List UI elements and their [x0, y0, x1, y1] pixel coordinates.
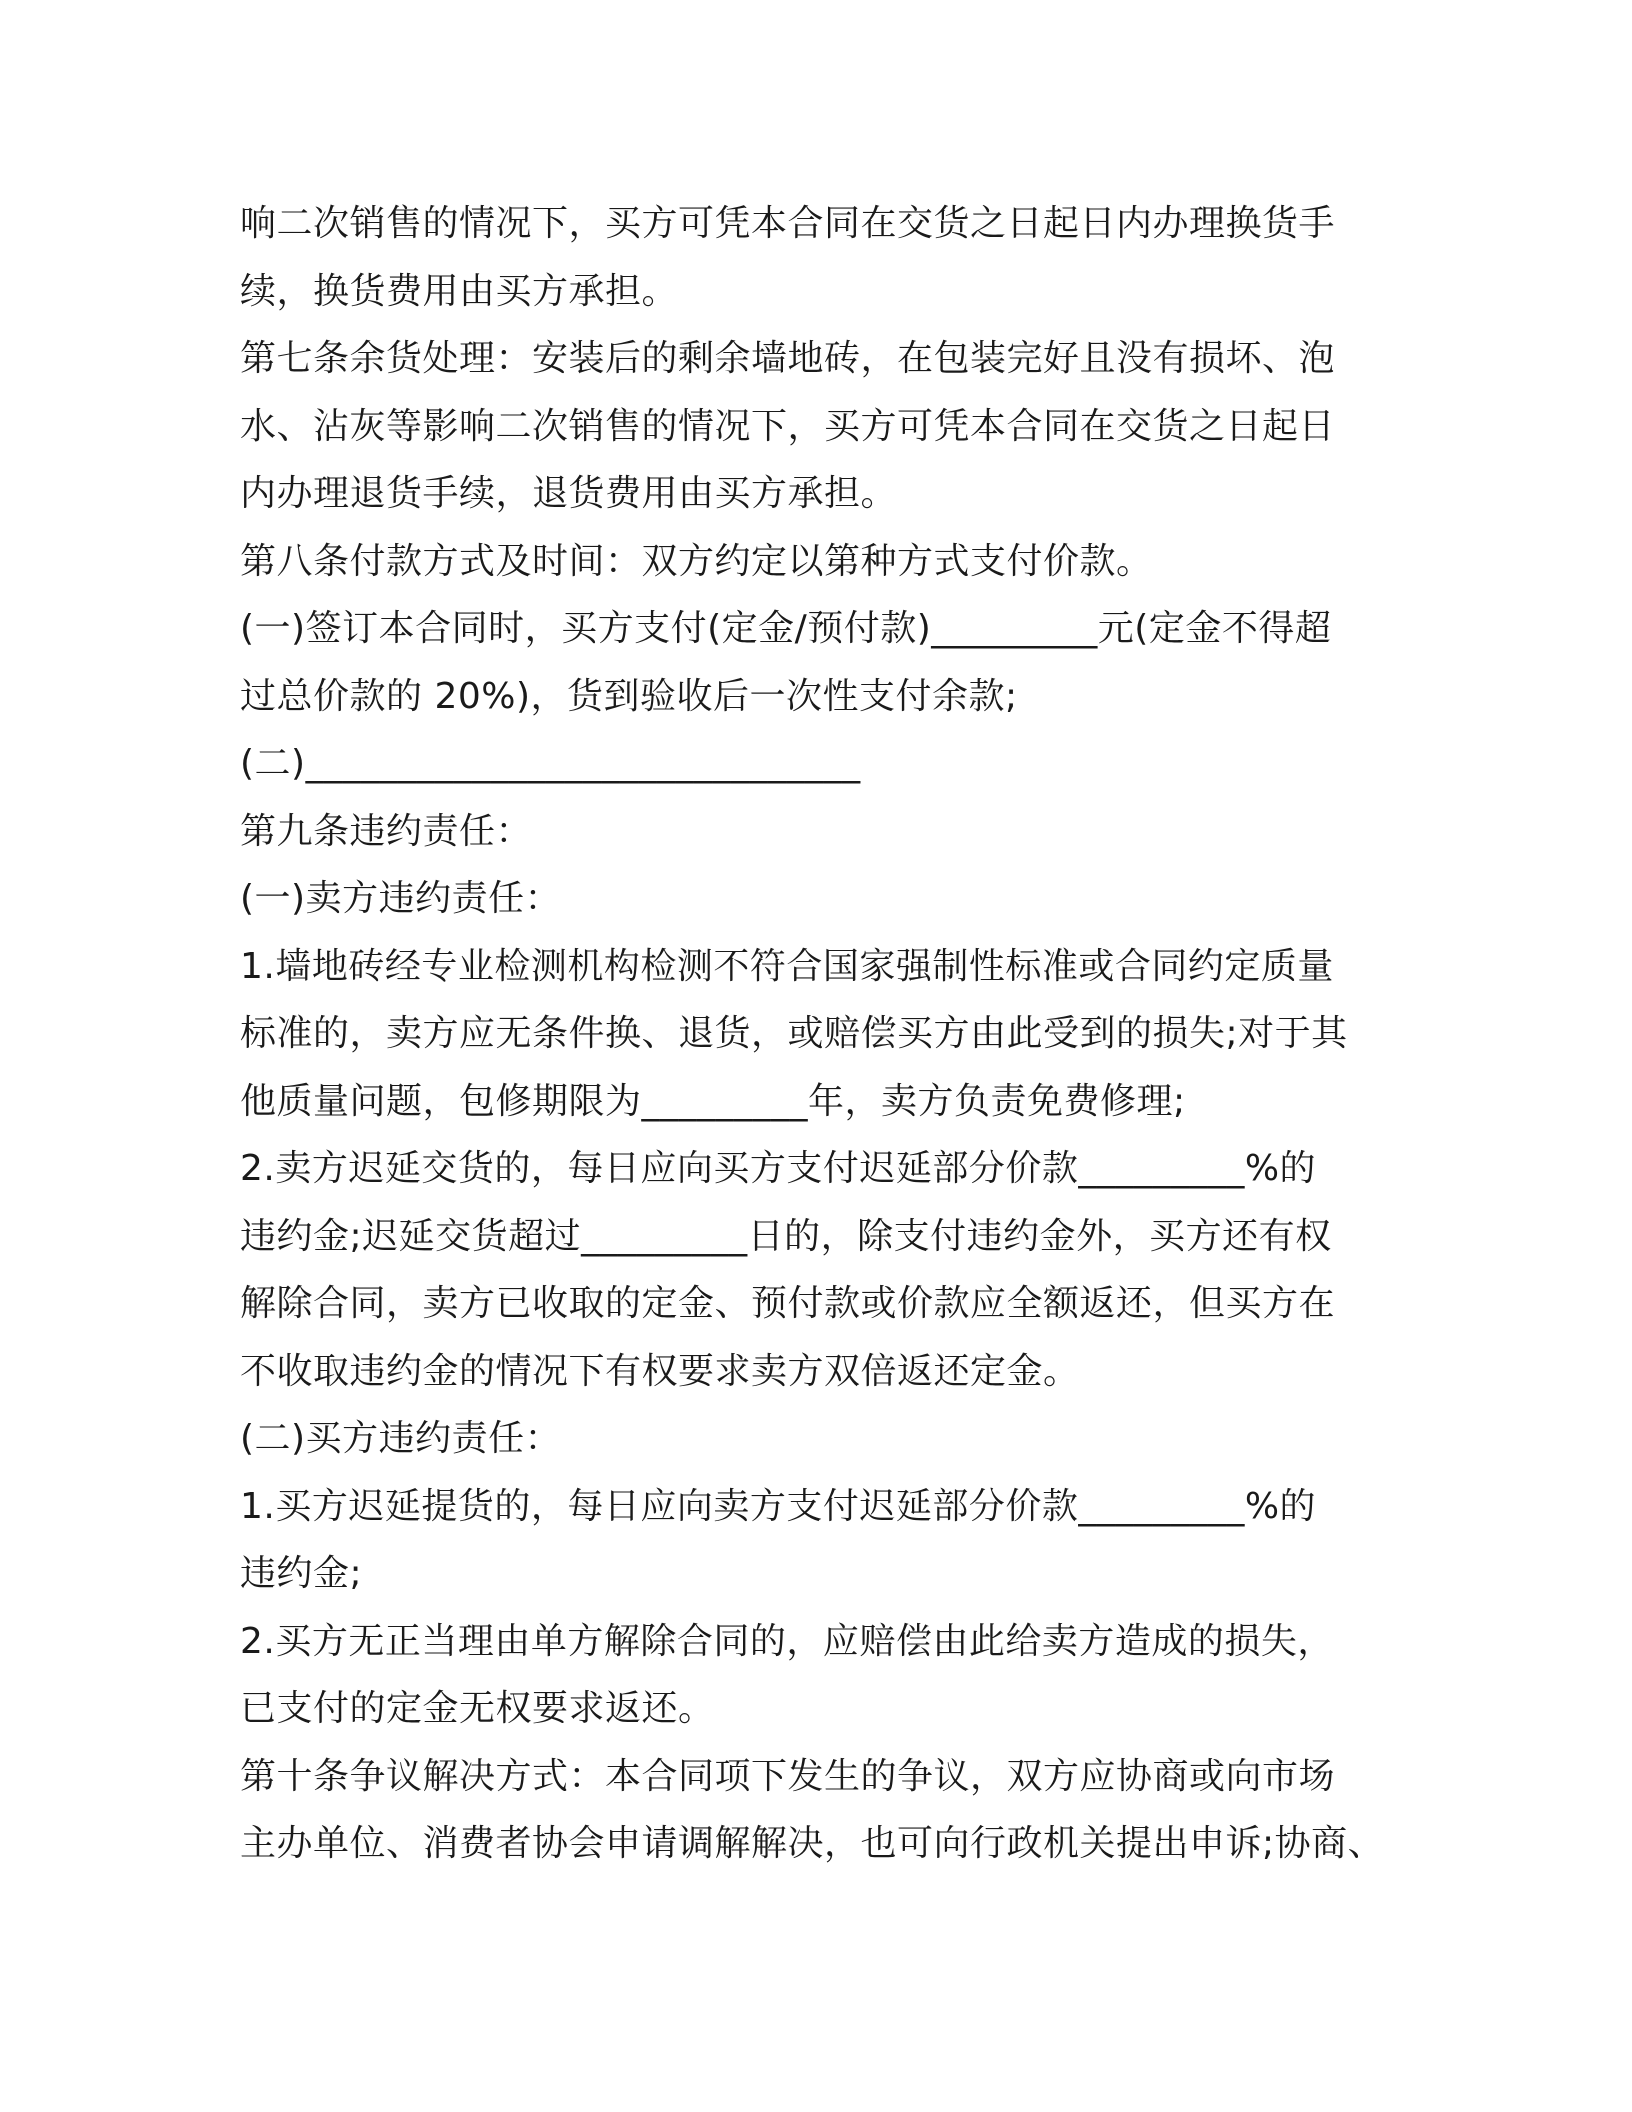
text-line: 响二次销售的情况下，买方可凭本合同在交货之日起日内办理换货手: [240, 203, 1336, 244]
article-10-heading-line: 第十条争议解决方式：本合同项下发生的争议，双方应协商或向市场: [240, 1755, 1336, 1797]
seller-liability-heading: (一)卖方违约责任：: [240, 878, 562, 919]
article-7-heading-line: 第七条余货处理：安装后的剩余墙地砖，在包装完好且没有损坏、泡: [240, 338, 1336, 379]
text-line: (一)签订本合同时，买方支付(定金/预付款)_________元(定金不得超: [240, 608, 1332, 649]
text-line: 内办理退货手续，退货费用由买方承担。: [240, 473, 898, 514]
buyer-liability-heading: (二)买方违约责任：: [240, 1418, 562, 1459]
text-line: 水、沾灰等影响二次销售的情况下，买方可凭本合同在交货之日起日: [240, 405, 1336, 447]
article-8-heading-line: 第八条付款方式及时间：双方约定以第种方式支付价款。: [240, 540, 1153, 582]
document-body: [240, 190, 1440, 1878]
text-line: 不收取违约金的情况下有权要求卖方双倍返还定金。: [240, 1350, 1080, 1392]
text-line: 标准的，卖方应无条件换、退货，或赔偿买方由此受到的损失;对于其: [240, 1013, 1348, 1054]
text-line: 过总价款的 20%)，货到验收后一次性支付余款;: [240, 675, 1018, 717]
text-line: 违约金;迟延交货超过_________日的，除支付违约金外，买方还有权: [240, 1215, 1332, 1257]
text-line: 他质量问题，包修期限为_________年，卖方负责免费修理;: [240, 1080, 1186, 1122]
text-line: 续，换货费用由买方承担。: [240, 270, 679, 312]
text-line: 2.卖方迟延交货的，每日应向买方支付迟延部分价款_________%的: [240, 1148, 1317, 1189]
text-line: 已支付的定金无权要求返还。: [240, 1688, 715, 1729]
article-9-heading-line: 第九条违约责任：: [240, 810, 533, 852]
text-line: 主办单位、消费者协会申请调解解决，也可向行政机关提出申诉;协商、: [240, 1823, 1385, 1864]
text-line: 2.买方无正当理由单方解除合同的，应赔偿由此给卖方造成的损失，: [240, 1620, 1334, 1662]
text-line: 1.墙地砖经专业检测机构检测不符合国家强制性标准或合同约定质量: [240, 945, 1334, 987]
text-line: 违约金;: [240, 1553, 363, 1594]
text-line: 1.买方迟延提货的，每日应向卖方支付迟延部分价款_________%的: [240, 1485, 1317, 1527]
text-line: 解除合同，卖方已收取的定金、预付款或价款应全额返还，但买方在: [240, 1283, 1336, 1324]
text-line: (二)______________________________: [240, 743, 861, 784]
